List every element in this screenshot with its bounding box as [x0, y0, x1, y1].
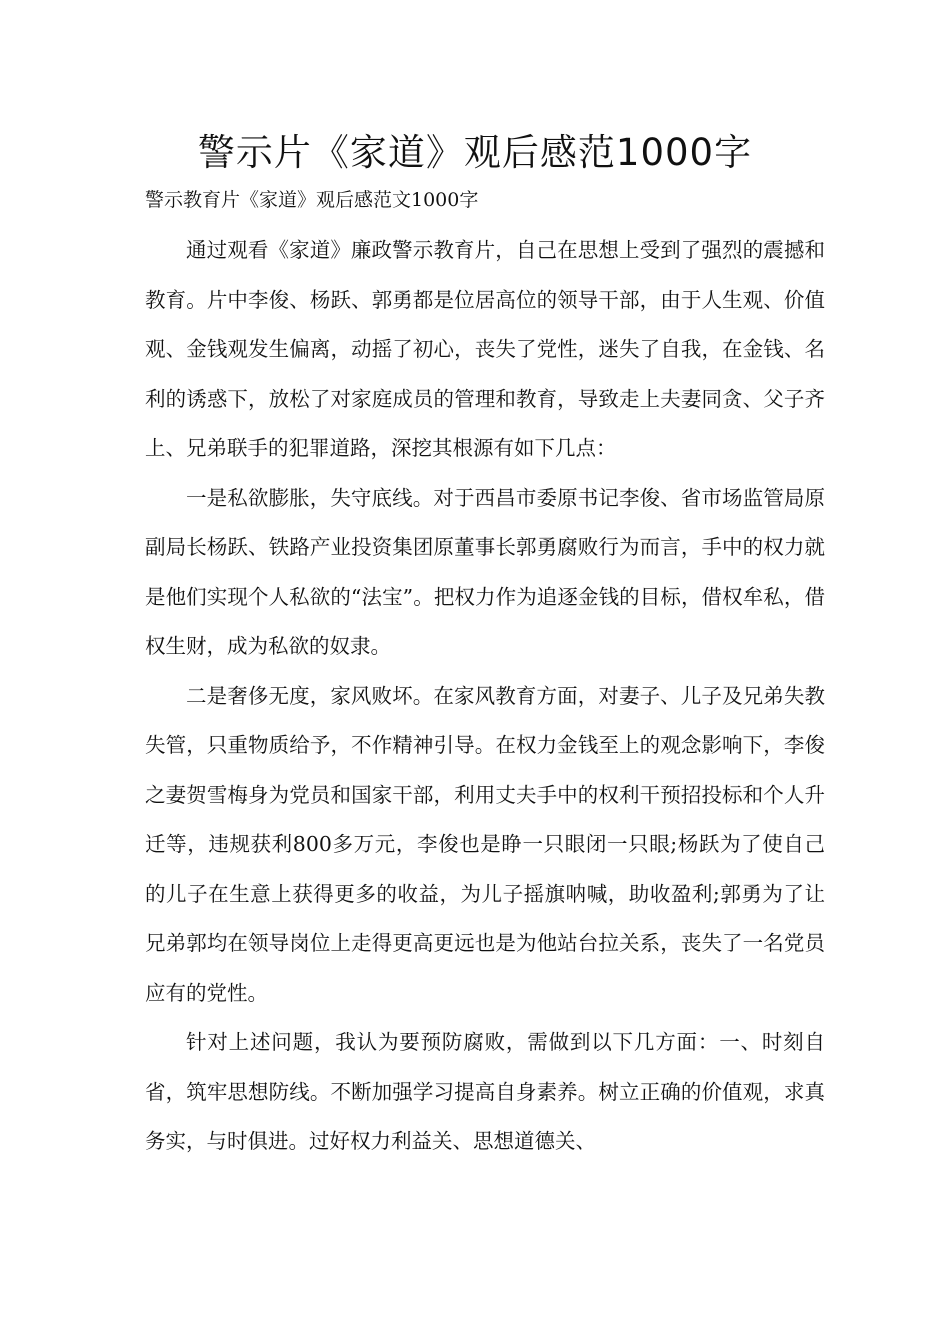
document-body — [145, 226, 825, 1167]
document-subtitle: 警示教育片《家道》观后感范文1000字 — [145, 189, 479, 211]
paragraph-measures: 针对上述问题，我认为要预防腐败，需做到以下几方面：一、时刻自省，筑牢思想防线。不断加强学习提高自身素养。树立正确的价值观，求真务实，与时俱进。过好权力利益关、思想道德关、 — [145, 1030, 825, 1153]
document-title: 警示片《家道》观后感范1000字 — [197, 131, 753, 174]
paragraph-point-one: 一是私欲膨胀，失守底线。对于西昌市委原书记李俊、省市场监管局原副局长杨跃、铁路产业投资集团原董事长郭勇腐败行为而言，手中的权力就是他们实现个人私欲的“法宝”。把权力作为追逐金钱的目标，借权牟私，借权生财，成为私欲的奴隶。 — [145, 485, 825, 658]
paragraph-point-two: 二是奢侈无度，家风败坏。在家风教育方面，对妻子、儿子及兄弟失教失管，只重物质给予，不作精神引导。在权力金钱至上的观念影响下，李俊之妻贺雪梅身为党员和国家干部，利用丈夫手中的权利干预招投标和个人升迁等，违规获利800多万元，李俊也是睁一只眼闭一只眼;杨跃为了使自己的儿子在生意上获得更多的收益，为儿子摇旗呐喊，助收盈利;郭勇为了让兄弟郭均在领导岗位上走得更高更远也是为他站台拉关系，丧失了一名党员应有的党性。 — [145, 683, 825, 1005]
paragraph-intro: 通过观看《家道》廉政警示教育片，自己在思想上受到了强烈的震撼和教育。片中李俊、杨跃、郭勇都是位居高位的领导干部，由于人生观、价值观、金钱观发生偏离，动摇了初心，丧失了党性，迷失了自我，在金钱、名利的诱惑下，放松了对家庭成员的管理和教育，导致走上夫妻同贪、父子齐上、兄弟联手的犯罪道路，深挖其根源有如下几点： — [145, 238, 825, 460]
